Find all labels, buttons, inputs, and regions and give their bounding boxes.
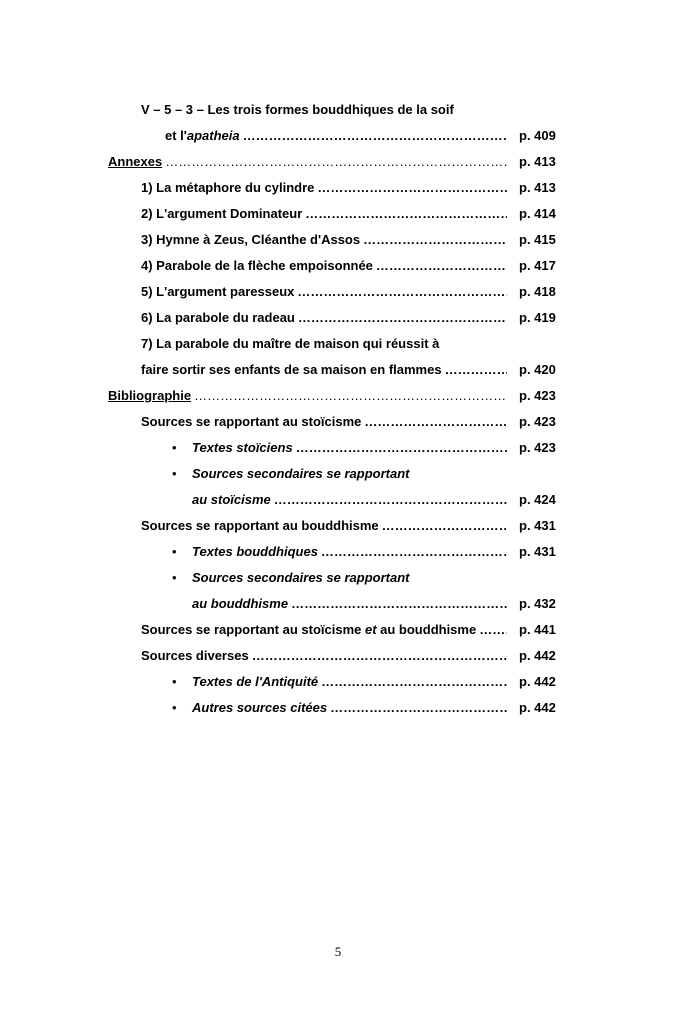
- dot-leader: [442, 360, 507, 380]
- dot-leader: [318, 672, 507, 692]
- entry-text: Textes bouddhiques: [192, 544, 318, 559]
- entry-text: Sources se rapportant au stoïcisme: [141, 414, 362, 429]
- toc-section-bibliographie: [108, 386, 559, 406]
- toc-entry-sources-stoicisme-et-bouddhisme: [141, 620, 559, 640]
- page-ref: p. 420: [519, 362, 556, 377]
- dot-leader: [191, 386, 507, 406]
- dot-leader: [361, 412, 507, 432]
- page-ref: p. 424: [519, 492, 556, 507]
- toc-entry-v-5-3-line2: [165, 126, 559, 146]
- page-ref: p. 432: [519, 596, 556, 611]
- page-ref: p. 413: [519, 154, 556, 169]
- page-ref: p. 442: [519, 648, 556, 663]
- bullet-icon: •: [172, 700, 177, 715]
- page-ref: p. 442: [519, 674, 556, 689]
- dot-leader: [379, 516, 507, 536]
- toc-entry-annexe-1: [141, 178, 559, 198]
- toc-entry-annexe-7-line1: [141, 334, 439, 354]
- entry-text: Sources secondaires se rapportant: [192, 466, 410, 481]
- page-ref: p. 423: [519, 440, 556, 455]
- toc-entry-secondaires-bouddhisme-line1: [192, 568, 409, 588]
- entry-text: 2) L'argument Dominateur: [141, 206, 303, 221]
- entry-text: V – 5 – 3 – Les trois formes bouddhiques de la soif: [141, 102, 454, 117]
- toc-entry-textes-antiquite: [192, 672, 559, 692]
- entry-text: Textes stoïciens: [192, 440, 293, 455]
- page-ref: p. 414: [519, 206, 556, 221]
- dot-leader: [240, 126, 507, 146]
- entry-text: 5) L'argument paresseux: [141, 284, 295, 299]
- entry-text: 3) Hymne à Zeus, Cléanthe d'Assos: [141, 232, 361, 247]
- dot-leader: [293, 438, 507, 458]
- entry-text: Sources secondaires se rapportant: [192, 570, 410, 585]
- bullet-icon: •: [172, 440, 177, 455]
- entry-text: 7) La parabole du maître de maison qui réussit à: [141, 336, 440, 351]
- dot-leader: [294, 282, 507, 302]
- toc-entry-secondaires-stoicisme-line2: [192, 490, 559, 510]
- page-ref: p. 419: [519, 310, 556, 325]
- dot-leader: [162, 152, 507, 172]
- toc-entry-secondaires-stoicisme-line1: [192, 464, 409, 484]
- toc-entry-annexe-4: [141, 256, 559, 276]
- page-ref: p. 431: [519, 544, 556, 559]
- entry-text: Sources se rapportant au bouddhisme: [141, 518, 379, 533]
- entry-text: au bouddhisme: [192, 596, 289, 611]
- page-ref: p. 415: [519, 232, 556, 247]
- dot-leader: [476, 620, 507, 640]
- section-heading: Annexes: [108, 154, 163, 169]
- dot-leader: [373, 256, 507, 276]
- section-heading: Bibliographie: [108, 388, 192, 403]
- bullet-icon: •: [172, 674, 177, 689]
- dot-leader: [288, 594, 507, 614]
- page-ref: p. 413: [519, 180, 556, 195]
- toc-entry-textes-bouddhiques: [192, 542, 559, 562]
- dot-leader: [271, 490, 507, 510]
- page-ref: p. 423: [519, 414, 556, 429]
- page-ref: p. 417: [519, 258, 556, 273]
- page-ref: p. 418: [519, 284, 556, 299]
- bullet-icon: •: [172, 544, 177, 559]
- toc-section-annexes: [108, 152, 559, 172]
- entry-text: 6) La parabole du radeau: [141, 310, 295, 325]
- entry-text: Textes de l'Antiquité: [192, 674, 319, 689]
- dot-leader: [249, 646, 507, 666]
- page-ref: p. 409: [519, 128, 556, 143]
- dot-leader: [327, 698, 507, 718]
- toc-entry-annexe-3: [141, 230, 559, 250]
- dot-leader: [314, 178, 507, 198]
- toc-entry-sources-stoicisme: [141, 412, 559, 432]
- page-number: 5: [334, 944, 342, 959]
- dot-leader: [360, 230, 507, 250]
- entry-text: 4) Parabole de la flèche empoisonnée: [141, 258, 373, 273]
- dot-leader: [295, 308, 507, 328]
- toc-entry-autres-sources: [192, 698, 559, 718]
- toc-entry-sources-diverses: [141, 646, 559, 666]
- toc-entry-textes-stoiciens: [192, 438, 559, 458]
- toc-entry-annexe-2: [141, 204, 559, 224]
- toc-entry-annexe-7-line2: [141, 360, 559, 380]
- dot-leader: [302, 204, 507, 224]
- toc-entry-v-5-3-line1: [141, 100, 454, 120]
- bullet-icon: •: [172, 570, 177, 585]
- page-ref: p. 423: [519, 388, 556, 403]
- entry-text: au stoïcisme: [192, 492, 271, 507]
- page-ref: p. 442: [519, 700, 556, 715]
- toc-entry-annexe-5: [141, 282, 559, 302]
- entry-text: 1) La métaphore du cylindre: [141, 180, 315, 195]
- entry-text: faire sortir ses enfants de sa maison en flammes: [141, 362, 442, 377]
- page-ref: p. 441: [519, 622, 556, 637]
- entry-text: Autres sources citées: [192, 700, 328, 715]
- bullet-icon: •: [172, 466, 177, 481]
- toc-entry-annexe-6: [141, 308, 559, 328]
- entry-text: Sources diverses: [141, 648, 249, 663]
- toc-entry-sources-bouddhisme: [141, 516, 559, 536]
- entry-text: et l'apatheia: [165, 128, 240, 143]
- page-ref: p. 431: [519, 518, 556, 533]
- toc-entry-secondaires-bouddhisme-line2: [192, 594, 559, 614]
- entry-text: Sources se rapportant au stoïcisme et au bouddhisme: [141, 622, 477, 637]
- dot-leader: [318, 542, 507, 562]
